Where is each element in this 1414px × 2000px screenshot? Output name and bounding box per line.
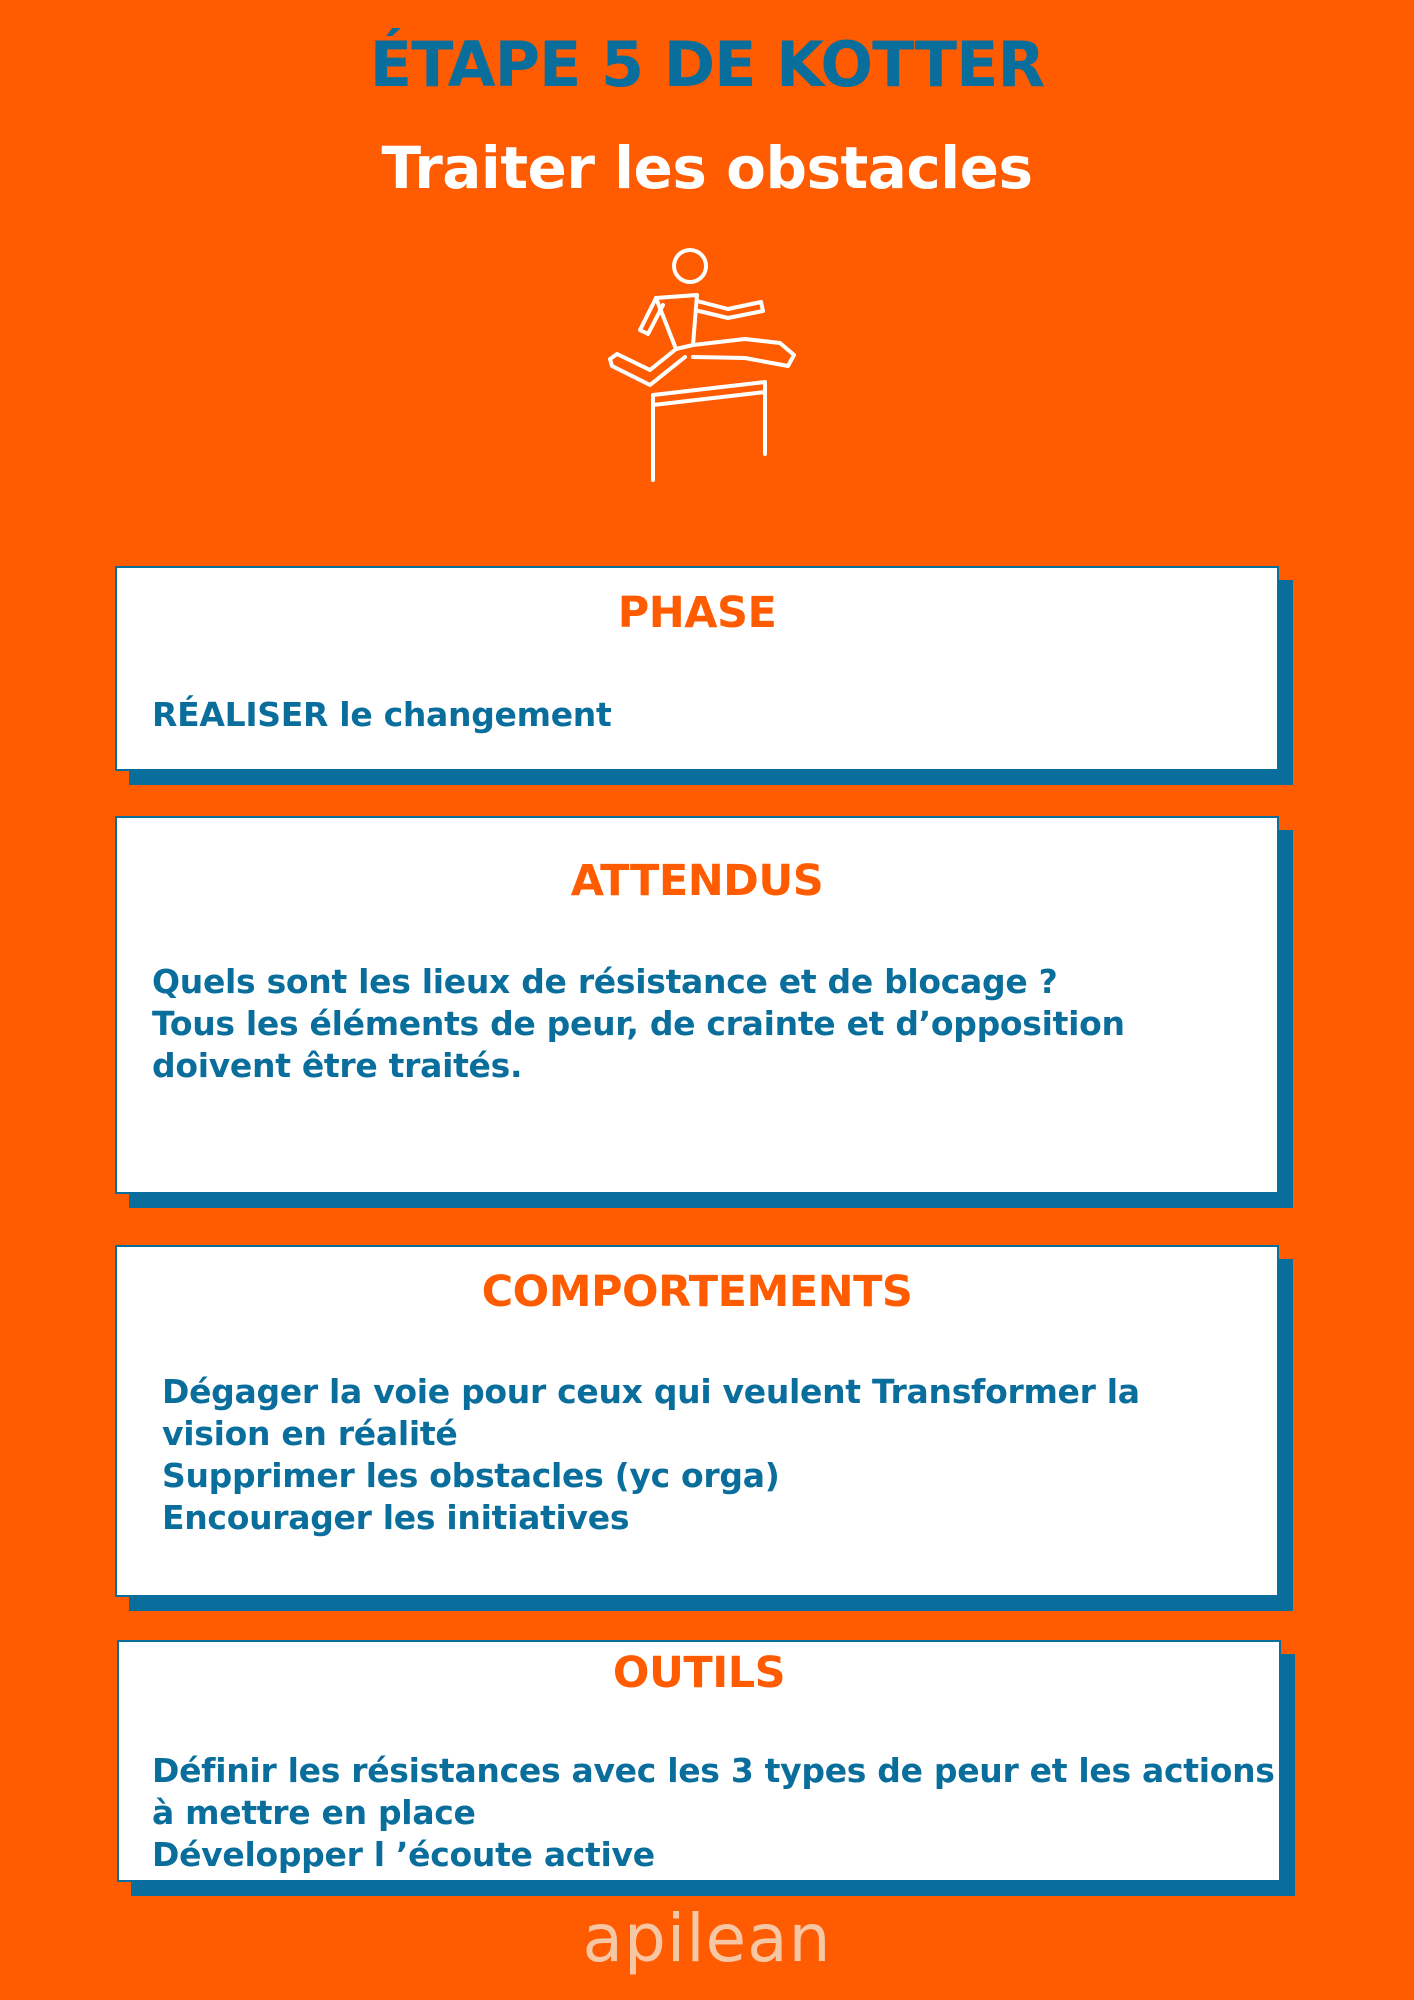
outils-card — [117, 1640, 1281, 1882]
comportements-card-body — [162, 1371, 1140, 1539]
comportements-card-line: vision en réalité — [162, 1414, 458, 1453]
outils-card-line: à mettre en place — [152, 1793, 476, 1832]
outils-card-title: OUTILS — [612, 1648, 786, 1698]
comportements-card-title: COMPORTEMENTS — [481, 1267, 913, 1317]
phase-card-body — [152, 694, 611, 736]
outils-card-line: Définir les résistances avec les 3 types de peur et les actions — [152, 1751, 1275, 1790]
attendus-card-line: doivent être traités. — [152, 1046, 523, 1085]
phase-card — [115, 566, 1279, 771]
phase-card-line: RÉALISER le changement — [152, 695, 612, 734]
page-subtitle: Traiter les obstacles — [381, 134, 1033, 202]
phase-card-title: PHASE — [617, 588, 777, 638]
attendus-card-title: ATTENDUS — [570, 856, 824, 906]
outils-card-line: Développer l ’écoute active — [152, 1835, 655, 1874]
attendus-card-line: Tous les éléments de peur, de crainte et d’opposition — [152, 1004, 1125, 1043]
hurdle-runner-icon — [590, 245, 805, 490]
comportements-card-line: Dégager la voie pour ceux qui veulent Transformer la — [162, 1372, 1140, 1411]
comportements-card-line: Encourager les initiatives — [162, 1498, 630, 1537]
comportements-card-line: Supprimer les obstacles (yc orga) — [162, 1456, 780, 1495]
comportements-card — [115, 1245, 1279, 1597]
page-title: ÉTAPE 5 DE KOTTER — [369, 28, 1045, 101]
attendus-card-line: Quels sont les lieux de résistance et de blocage ? — [152, 962, 1058, 1001]
outils-card-body — [152, 1750, 1275, 1876]
attendus-card-body — [152, 961, 1125, 1087]
attendus-card — [115, 816, 1279, 1194]
apilean-logo: apilean — [582, 1900, 832, 1977]
